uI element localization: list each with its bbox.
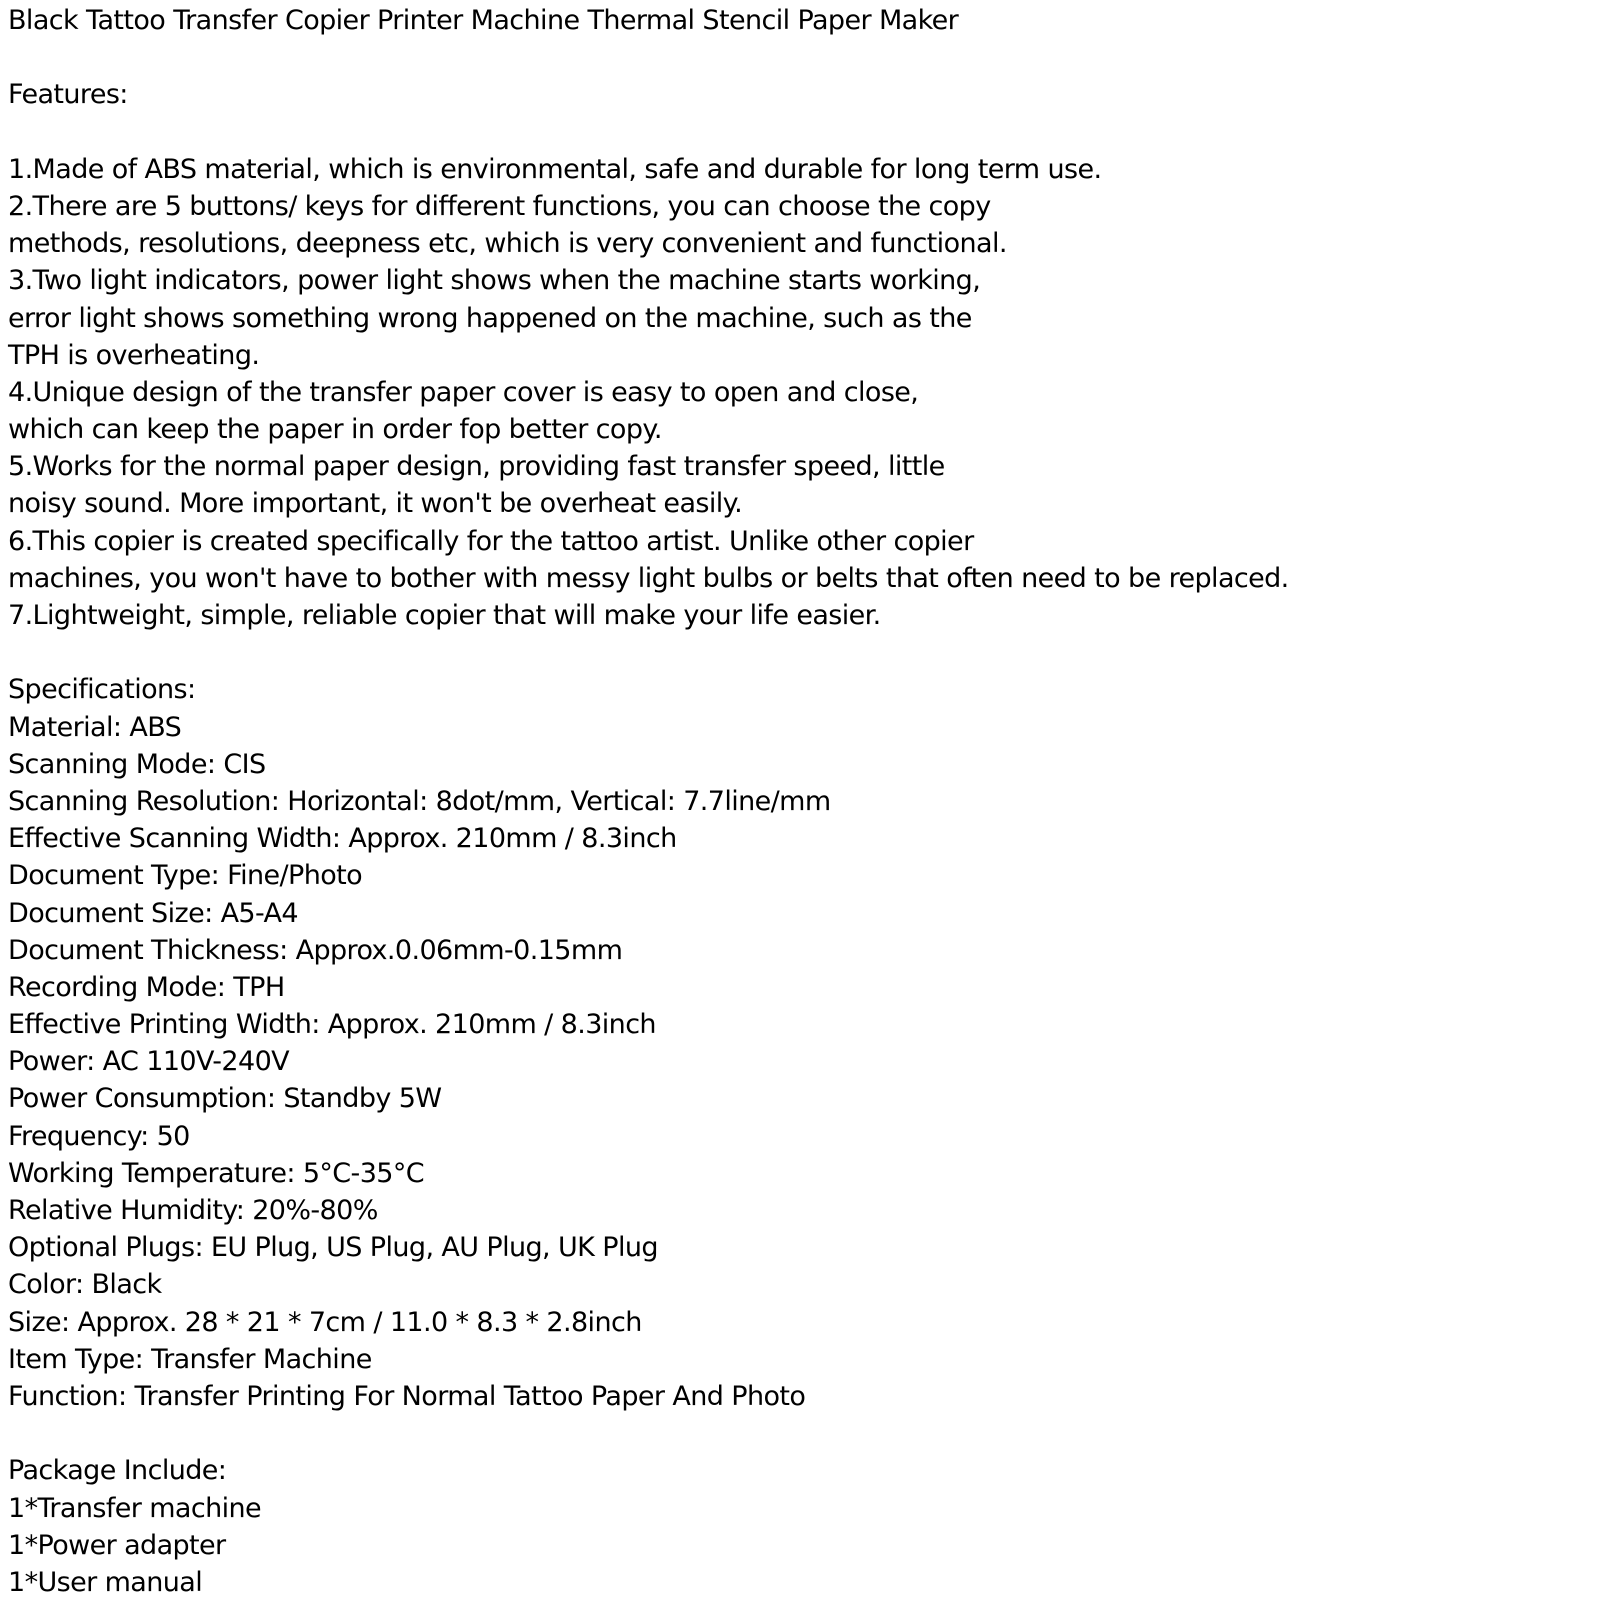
spec-line: Relative Humidity: 20%-80% [8, 1192, 1593, 1229]
feature-line: 5.Works for the normal paper design, providing fast transfer speed, little [8, 448, 1593, 485]
spec-line: Scanning Resolution: Horizontal: 8dot/mm, Vertical: 7.7line/mm [8, 783, 1593, 820]
spec-line: Effective Printing Width: Approx. 210mm / 8.3inch [8, 1006, 1593, 1043]
feature-line: 7.Lightweight, simple, reliable copier that will make your life easier. [8, 597, 1593, 634]
spec-line: Effective Scanning Width: Approx. 210mm / 8.3inch [8, 820, 1593, 857]
feature-line: which can keep the paper in order fop better copy. [8, 411, 1593, 448]
spec-line: Item Type: Transfer Machine [8, 1341, 1593, 1378]
spec-line: Document Type: Fine/Photo [8, 857, 1593, 894]
spacer [8, 39, 1593, 76]
spacer [8, 634, 1593, 671]
spec-line: Scanning Mode: CIS [8, 746, 1593, 783]
feature-line: 4.Unique design of the transfer paper cover is easy to open and close, [8, 374, 1593, 411]
spec-line: Color: Black [8, 1266, 1593, 1303]
spec-line: Document Size: A5-A4 [8, 895, 1593, 932]
package-item: 1*User manual [8, 1564, 1593, 1601]
spec-line: Power: AC 110V-240V [8, 1043, 1593, 1080]
product-title: Black Tattoo Transfer Copier Printer Machine Thermal Stencil Paper Maker [8, 2, 1593, 39]
spec-line: Material: ABS [8, 709, 1593, 746]
package-item: 1*Power adapter [8, 1527, 1593, 1564]
feature-line: methods, resolutions, deepness etc, which is very convenient and functional. [8, 225, 1593, 262]
feature-line: error light shows something wrong happened on the machine, such as the [8, 300, 1593, 337]
features-list [8, 151, 1593, 634]
spec-line: Recording Mode: TPH [8, 969, 1593, 1006]
feature-line: 3.Two light indicators, power light shows when the machine starts working, [8, 262, 1593, 299]
feature-line: 1.Made of ABS material, which is environmental, safe and durable for long term use. [8, 151, 1593, 188]
package-list [8, 1490, 1593, 1601]
features-heading: Features: [8, 76, 1593, 113]
spacer [8, 114, 1593, 151]
spec-line: Optional Plugs: EU Plug, US Plug, AU Plug, UK Plug [8, 1229, 1593, 1266]
spec-line: Document Thickness: Approx.0.06mm-0.15mm [8, 932, 1593, 969]
feature-line: noisy sound. More important, it won't be overheat easily. [8, 485, 1593, 522]
spec-line: Working Temperature: 5°C-35°C [8, 1155, 1593, 1192]
feature-line: machines, you won't have to bother with messy light bulbs or belts that often need to be replaced. [8, 560, 1593, 597]
spec-line: Function: Transfer Printing For Normal Tattoo Paper And Photo [8, 1378, 1593, 1415]
package-item: 1*Transfer machine [8, 1490, 1593, 1527]
package-heading: Package Include: [8, 1452, 1593, 1489]
spacer [8, 1415, 1593, 1452]
feature-line: 6.This copier is created specifically for the tattoo artist. Unlike other copier [8, 523, 1593, 560]
product-description [8, 2, 1593, 1601]
feature-line: 2.There are 5 buttons/ keys for different functions, you can choose the copy [8, 188, 1593, 225]
specifications-list [8, 709, 1593, 1416]
spec-line: Size: Approx. 28 * 21 * 7cm / 11.0 * 8.3 * 2.8inch [8, 1304, 1593, 1341]
spec-line: Frequency: 50 [8, 1118, 1593, 1155]
specifications-heading: Specifications: [8, 671, 1593, 708]
spec-line: Power Consumption: Standby 5W [8, 1080, 1593, 1117]
feature-line: TPH is overheating. [8, 337, 1593, 374]
